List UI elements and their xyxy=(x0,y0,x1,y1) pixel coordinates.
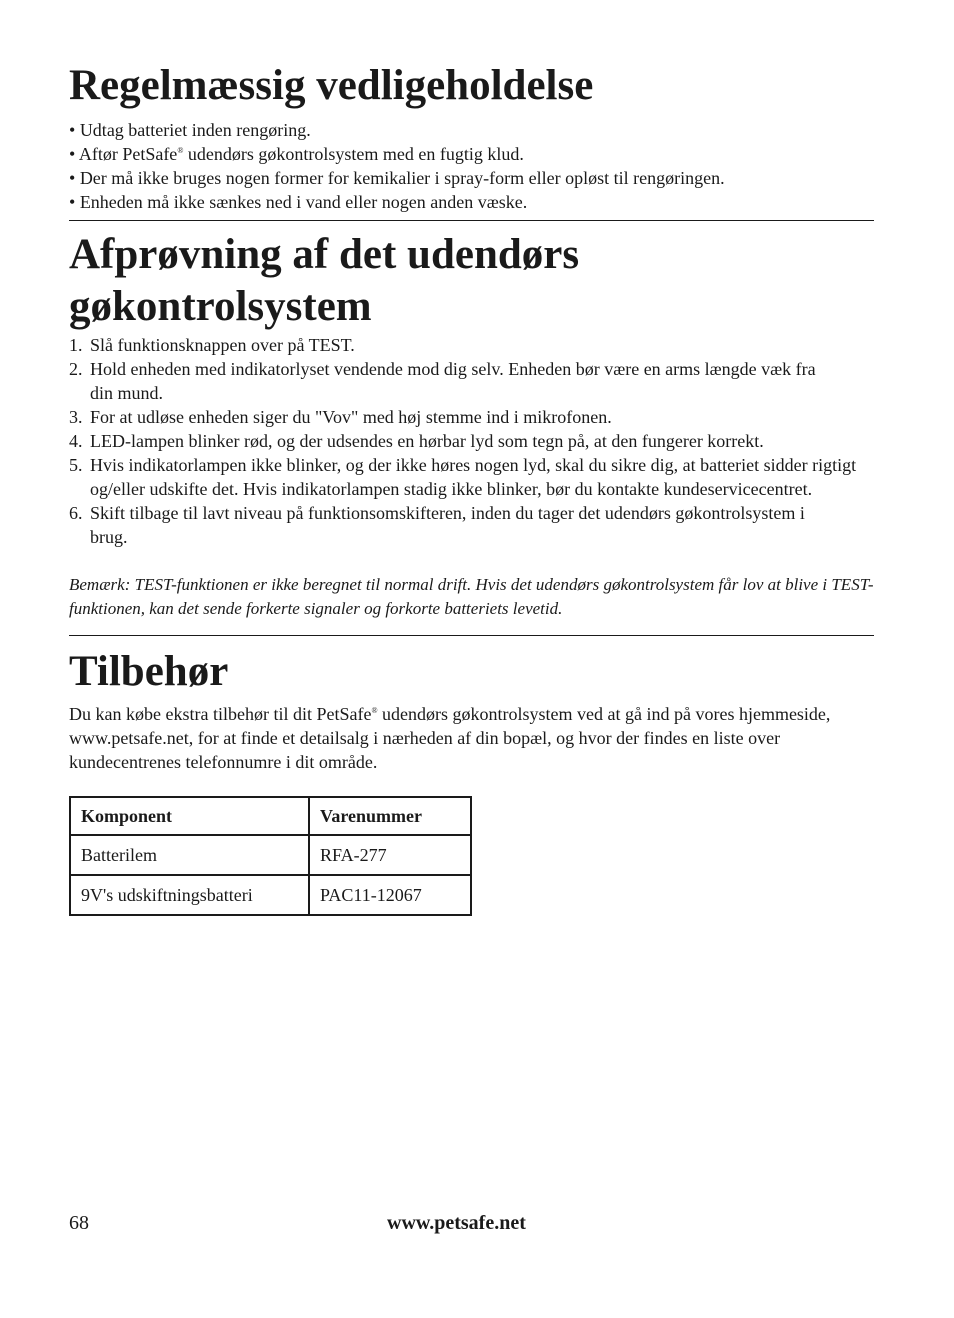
list-item: 2. Hold enheden med indikatorlyset vendende mod dig selv. Enheden bør være en arms længde væk fra din mund. xyxy=(69,359,816,403)
section-divider xyxy=(69,635,874,636)
testing-steps-list xyxy=(69,333,879,549)
list-item: 3. For at udløse enheden siger du "Vov" med høj stemme ind i mikrofonen. xyxy=(69,407,612,427)
section-title-maintenance: Regelmæssig vedligeholdelse xyxy=(69,62,594,109)
column-header-component: Komponent xyxy=(70,797,309,835)
page-number: 68 xyxy=(69,1212,89,1234)
table-row xyxy=(70,875,471,915)
accessories-intro: Du kan købe ekstra tilbehør til dit PetSafe® udendørs gøkontrolsystem ved at gå ind på vores hjemmeside, www.petsafe.net, for at finde et detailsalg i nærheden af din bopæl, og hvor der findes en liste over kundecentrenes telefonnumre i dit område. xyxy=(69,704,831,772)
table-cell: RFA-277 xyxy=(309,835,471,875)
page-content xyxy=(69,60,879,916)
registered-mark: ® xyxy=(371,706,378,715)
list-item: • Aftør PetSafe® udendørs gøkontrolsystem med en fugtig klud. xyxy=(69,144,524,164)
accessories-table xyxy=(69,796,472,916)
maintenance-bullet-list xyxy=(69,118,879,214)
list-item: • Udtag batteriet inden rengøring. xyxy=(69,120,311,140)
table-cell: PAC11-12067 xyxy=(309,875,471,915)
table-cell: 9V's udskiftningsbatteri xyxy=(70,875,309,915)
test-note: Bemærk: TEST-funktionen er ikke beregnet til normal drift. Hvis det udendørs gøkontrolsystem får lov at blive i TEST-funktionen, kan det sende forkerte signaler og forkorte batteriets levetid. xyxy=(69,575,874,618)
registered-mark: ® xyxy=(177,146,184,155)
list-item: 5. Hvis indikatorlampen ikke blinker, og der ikke høres nogen lyd, skal du sikre dig, at batteriet sidder rigtigt og/eller udskifte det. Hvis indikatorlampen stadig ikke blinker, bør du kontakte kundeservicecentret. xyxy=(69,455,857,499)
section-divider xyxy=(69,220,874,221)
list-item: 1. Slå funktionsknappen over på TEST. xyxy=(69,335,355,355)
footer-url: www.petsafe.net xyxy=(387,1212,526,1234)
list-item: 4. LED-lampen blinker rød, og der udsendes en hørbar lyd som tegn på, at den fungerer korrekt. xyxy=(69,431,764,451)
table-cell: Batterilem xyxy=(70,835,309,875)
column-header-item-number: Varenummer xyxy=(309,797,471,835)
section-title-accessories: Tilbehør xyxy=(69,648,229,695)
table-row xyxy=(70,835,471,875)
list-item: • Der må ikke bruges nogen former for kemikalier i spray-form eller opløst til rengøringen. xyxy=(69,168,725,188)
list-item: 6. Skift tilbage til lavt niveau på funktionsomskifteren, inden du tager det udendørs gøkontrolsystem i brug. xyxy=(69,503,805,547)
section-title-testing: Afprøvning af det udendørs gøkontrolsystem xyxy=(69,231,580,330)
table-header-row xyxy=(70,797,471,835)
list-item: • Enheden må ikke sænkes ned i vand eller nogen anden væske. xyxy=(69,192,528,212)
